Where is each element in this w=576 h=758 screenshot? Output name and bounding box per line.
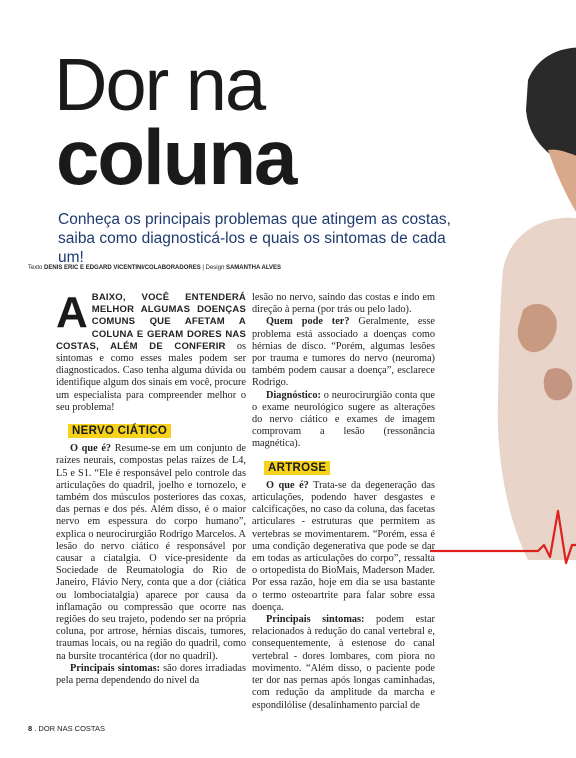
text-column-1 (56, 288, 247, 687)
footer-section: . DOR NAS COSTAS (32, 724, 105, 733)
paragraph-o-que-e-artrose (252, 480, 435, 614)
section-heading-artrose: ARTROSE (264, 461, 330, 475)
lead-caps: BAIXO, VOCÊ ENTENDERÁ MELHOR ALGUMAS DOENÇAS COMUNS QUE AFETAM A COLUNA E GERAM DORES NAS COSTAS, ALÉM DE CONFERIR (56, 292, 246, 352)
paragraph-text: Trata-se da degeneração das articulações, podendo haver desgastes e calcificações, no caso da coluna, das facetas articulares - estruturas que permitem as vertebras se movimentarem. “Porém, essa é uma condição degenerativa que pode se dar em todas as articulações do corpo”, ressalta o ortopedista do BioMais, Maderson Mader. Por essa razão, hoje em dia se usa bastante o termo osteoartrite para falar sobre essa doença. (252, 479, 435, 613)
question-label: Diagnóstico: (266, 389, 321, 401)
question-label: Principais sintomas: (70, 662, 161, 674)
text-column-2 (252, 292, 435, 712)
drop-cap: A (56, 288, 88, 337)
paragraph-sintomas (56, 663, 246, 687)
paragraph-sintomas-artrose (252, 614, 435, 712)
paragraph-text: o neurocirurgião conta que o exame neurológico sugere as alterações do nervo ciático e exames de imagem comprovam a lesão (ressonância magnética). (252, 389, 435, 450)
byline-designer: SAMANTHA ALVES (225, 265, 282, 271)
man-back-pain-photo (488, 40, 576, 560)
page-number: 8 (28, 724, 33, 733)
heartbeat-line-icon (430, 505, 576, 565)
question-label: O que é? (70, 443, 112, 455)
byline-separator: | (200, 265, 206, 271)
paragraph-text: podem estar relacionados à redução do canal vertebral e, consequentemente, à estenose do canal vertebral - dores lombares, com piora no movimento. “Além disso, o paciente pode ter dor nas pernas após longas caminhadas, com redução da amplitude da marcha e espondilólise (desalinhamento parcial de (252, 614, 435, 711)
paragraph-text: Resume-se em um conjunto de raízes neurais, compostas pelas raízes de L4, L5 e S1. “Ele é responsável pelo controle das articulações do quadril, joelho e tornozelo, e também dos músculos posteriores das coxas, das pernas e dos pés. Além disso, é o maior nervo em espessura do corpo humano”, explica o neurocirurgião Rodrigo Marcelos. A lesão do nervo ciático é responsável por causar a ciatalgia. O vice-presidente da Sociedade de Reumatologia do Rio de Janeiro, Flávio Nery, conta que a dor (ciática ou lombociatalgia) aparece por causa da inflamação ou compressão que ocorre nas regiões do seu trajeto, podendo ser na própria coluna, por artrose, hérnias discais, tumores, traumas locais, ou na região do quadril, como na bursite trocantérica (dor no quadril). (56, 443, 246, 662)
paragraph-text: são dores irradiadas pela perna dependendo do nível da (56, 662, 246, 687)
section-heading-nervo-ciatico: NERVO CIÁTICO (68, 424, 171, 438)
paragraph-text: Geralmente, esse problema está associado a doenças como hérnias de disco. “Porém, algumas lesões por trauma e tumores do nervo (neuroma) também podem causar a doença”, esclarece Rodrigo. (252, 316, 436, 389)
question-label: Quem pode ter? (266, 316, 350, 328)
lead-paragraph (56, 288, 247, 414)
page-title-line2: coluna (56, 113, 296, 201)
lead-text: os sintomas e como esses males podem ser diagnosticados. Caso tenha alguma dúvida ou identifique algum dos sinais em você, procure um especialista para compreender melhor o seu problema! (56, 340, 247, 413)
question-label: O que é? (266, 479, 309, 491)
paragraph-quem-pode-ter (252, 316, 435, 389)
byline (28, 265, 281, 271)
byline-design-label: Design (205, 265, 226, 271)
photo-illustration (488, 40, 576, 560)
byline-authors: DENIS ERIC E EDGARD VICENTINI/COLABORADORES (44, 265, 201, 271)
question-label: Principais sintomas: (266, 614, 365, 626)
page-subtitle: Conheça os principais problemas que atingem as costas, saiba como diagnosticá-los e quais os sintomas de cada um! (58, 211, 451, 266)
page-footer (28, 724, 105, 733)
paragraph-diagnostico (252, 390, 435, 451)
byline-text-label: Texto (28, 265, 45, 271)
paragraph-continuation: lesão no nervo, saindo das costas e indo em direção à perna (por trás ou pelo lado). (252, 292, 435, 316)
page-title-line1: Dor na (54, 43, 265, 126)
paragraph-o-que-e (56, 443, 246, 663)
